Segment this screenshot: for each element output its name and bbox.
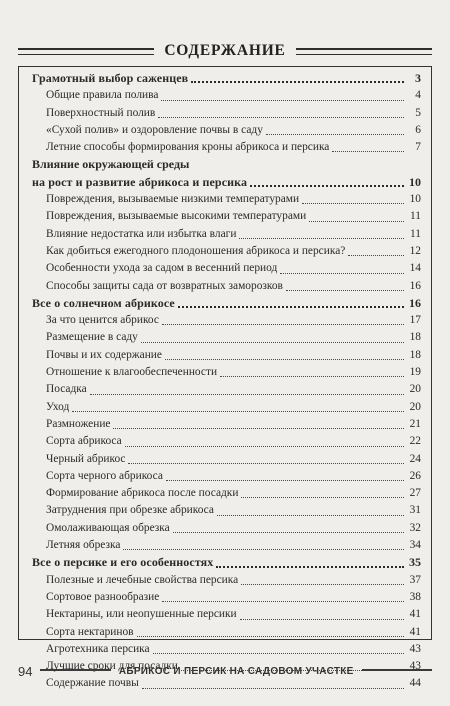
toc-page-number: 12 [409,244,421,257]
toc-entry-title: Грамотный выбор саженцев [32,71,189,85]
header-rule-right [296,48,432,55]
toc-entry [32,208,421,225]
toc-entry [32,87,421,104]
toc-entry [32,451,421,468]
toc-leader-dots [240,618,404,620]
toc-entry-title: Нектарины, или неопушенные персики [46,608,237,621]
toc-section-entry [32,174,421,191]
toc-entry [32,399,421,416]
toc-page-number: 41 [409,625,421,638]
toc-page-number: 20 [409,383,421,396]
toc-leader-dots [162,600,404,602]
toc-page-number: 14 [409,262,421,275]
page-footer [18,662,432,680]
toc-entry-title: Почвы и их содержание [46,348,162,361]
toc-page-number: 10 [409,193,421,206]
toc-leader-dots [158,116,404,118]
toc-entry [32,191,421,208]
toc-entry-title: Особенности ухода за садом в весенний период [46,262,278,275]
toc-page-number: 26 [409,469,421,482]
toc-entry-title: За что ценится абрикос [46,314,159,327]
toc-leader-dots [128,462,404,464]
toc-page-number: 43 [409,660,421,673]
toc-leader-dots [165,358,404,360]
toc-entry-title: Влияние недостатка или избытка влаги [46,227,237,240]
toc-entry [32,641,421,658]
toc-section-entry [32,295,421,312]
toc-leader-dots [217,514,404,516]
toc-leader-dots [123,548,404,550]
toc-entry-title: Сорта черного абрикоса [46,469,163,482]
toc-page-number: 34 [409,539,421,552]
toc-entry-title: Полезные и лечебные свойства персика [46,573,239,586]
toc-section-entry [32,156,421,173]
toc-entry-title: Размещение в саду [46,331,138,344]
toc-entry [32,139,421,156]
toc-page-number: 16 [409,279,421,292]
toc-leader-dots [161,99,404,101]
toc-leader-dots [125,445,404,447]
toc-page-number: 21 [409,417,421,430]
footer-rule-left [40,669,110,674]
toc-entry [32,520,421,537]
toc-entry-title: Все о персике и его особенностях [32,555,214,570]
toc-leader-dots [173,531,404,533]
toc-entry-title: Размножение [46,417,111,430]
toc-leader-dots [239,237,404,239]
toc-entry [32,537,421,554]
running-title: АБРИКОС И ПЕРСИК НА САДОВОМ УЧАСТКЕ [118,665,354,677]
toc-entry-title: Повреждения, вызываемые низкими температурами [46,193,300,206]
toc-leader-dots [241,496,404,498]
toc-leader-dots [220,375,404,377]
toc-page-number: 44 [409,677,421,690]
toc-entry-title: Отношение к влагообеспеченности [46,366,218,379]
toc-leader-dots [166,479,404,481]
toc-leader-dots [286,289,404,291]
toc-page-number: 11 [410,227,421,240]
toc-entry-title: Сорта абрикоса [46,435,122,448]
toc-entry-title: Сорта нектаринов [46,625,134,638]
toc-entry [32,502,421,519]
toc-leader-dots [141,341,404,343]
toc-leader-dots [332,150,404,152]
toc-entry [32,485,421,502]
toc-leader-dots [90,393,404,395]
toc-entry-title: Влияние окружающей среды [32,157,190,172]
toc-entry [32,278,421,295]
toc-leader-dots [216,565,404,568]
toc-page-number: 37 [409,573,421,586]
toc-entry-title: Черный абрикос [46,452,126,465]
toc-entry-title: Содержание почвы [46,677,139,690]
toc-leader-dots [250,184,404,187]
toc-entry-title: Все о солнечном абрикосе [32,295,175,310]
toc-leader-dots [137,635,404,637]
toc-entry [32,364,421,381]
toc-entry-title: «Сухой полив» и оздоровление почвы в саду [46,123,263,136]
toc-entry-title: Общие правила полива [46,89,159,102]
header-rule-left [18,48,154,55]
toc-page-number: 6 [415,123,421,136]
toc-page-number: 43 [409,642,421,655]
toc-page-number: 31 [409,504,421,517]
toc-page-number: 19 [409,366,421,379]
toc-page-number: 18 [409,348,421,361]
toc-entry [32,260,421,277]
toc-page-number: 10 [409,174,421,189]
toc-entry-title: Как добиться ежегодного плодоношения абрикоса и персика? [46,244,346,257]
toc-entry [32,122,421,139]
toc-page-number: 5 [415,106,421,119]
toc-page-number: 3 [415,71,421,85]
toc-entry [32,243,421,260]
toc-entry-title: Летние способы формирования кроны абрикоса и персика [46,141,330,154]
page-number: 94 [18,663,33,679]
toc-entry-title: Сортовое разнообразие [46,590,160,603]
toc-entry [32,468,421,485]
toc-leader-dots [142,687,404,689]
toc-entry-title: Повреждения, вызываемые высокими температурами [46,210,307,223]
toc-leader-dots [266,133,404,135]
toc-entry [32,624,421,641]
toc-entry-title: Омолаживающая обрезка [46,521,170,534]
toc-page-number: 20 [409,400,421,413]
toc-page-number: 24 [409,452,421,465]
toc-page-number: 27 [409,487,421,500]
toc-leader-dots [191,80,404,83]
toc-page-number: 16 [409,295,421,310]
toc-leader-dots [348,254,404,256]
toc-entry [32,381,421,398]
toc-entry-title: Затруднения при обрезке абрикоса [46,504,214,517]
toc-page-number: 17 [409,314,421,327]
toc-leader-dots [153,652,404,654]
toc-leader-dots [241,583,404,585]
toc-page-number: 32 [409,521,421,534]
toc-page-number: 11 [410,210,421,223]
toc-leader-dots [302,202,404,204]
toc-entry-title: на рост и развитие абрикоса и персика [32,174,248,189]
toc-entry-title: Формирование абрикоса после посадки [46,487,239,500]
contents-header [18,40,432,62]
toc-entry [32,105,421,122]
toc-page-number: 38 [409,590,421,603]
toc-entry [32,606,421,623]
toc-entry-title: Летняя обрезка [46,539,121,552]
toc-page-number: 22 [409,435,421,448]
toc-entry-title: Посадка [46,383,87,396]
toc-entry [32,329,421,346]
toc-section-entry [32,554,421,571]
toc-leader-dots [178,305,404,308]
toc-entry-title: Способы защиты сада от возвратных заморозков [46,279,283,292]
toc-entry [32,226,421,243]
toc-leader-dots [72,410,404,412]
toc-entry [32,433,421,450]
toc-page-number: 41 [409,608,421,621]
page-title: СОДЕРЖАНИЕ [164,42,286,59]
toc-section-entry [32,70,421,87]
toc-leader-dots [113,427,404,429]
toc-leader-dots [280,272,404,274]
toc-entry [32,312,421,329]
toc-leader-dots [309,220,404,222]
toc-entry [32,416,421,433]
toc-entry-title: Поверхностный полив [46,106,156,119]
toc-entry [32,589,421,606]
toc-page-number: 18 [409,331,421,344]
toc-entry-title: Лучшие сроки для посадки [46,660,178,673]
toc-entry [32,347,421,364]
toc-leader-dots [162,323,404,325]
toc-entry-title: Агротехника персика [46,642,150,655]
toc-page-number: 7 [415,141,421,154]
toc-page-number: 35 [409,555,421,570]
footer-rule-right [362,669,432,674]
toc-entry [32,572,421,589]
toc-page-number: 4 [415,89,421,102]
toc-entry-title: Уход [46,400,70,413]
